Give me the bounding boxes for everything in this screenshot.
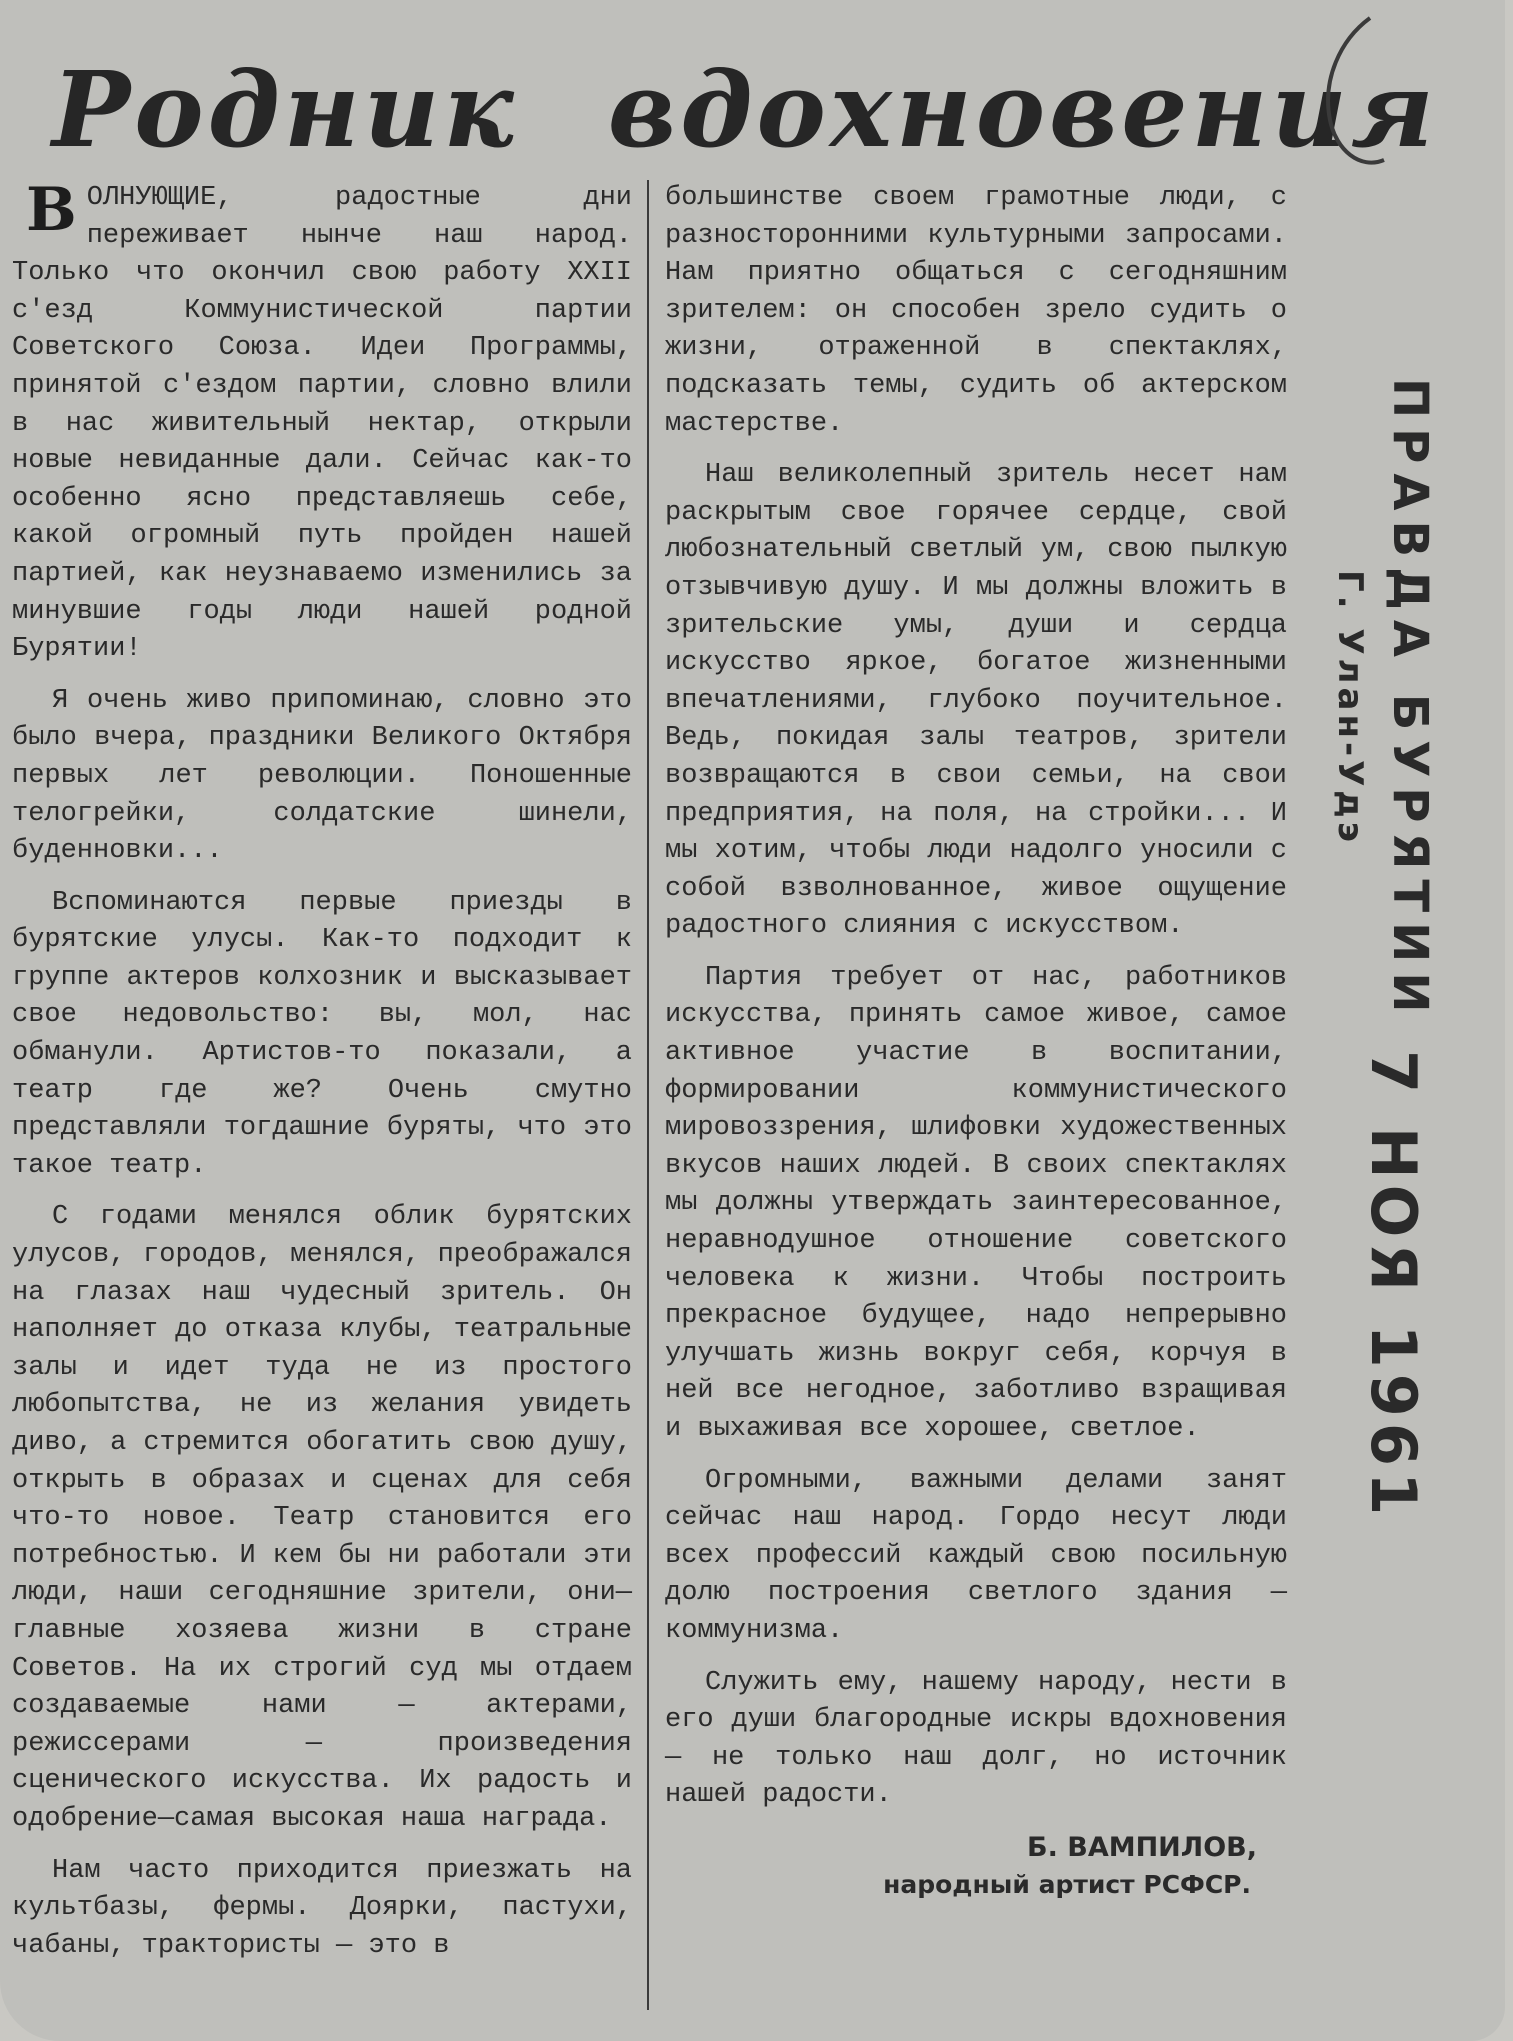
paragraph: Партия требует от нас, работников искусства, принять самое живое, самое активное участие в воспитании, формировании коммунистического мировоззрения, шлифовки художественных вкусов наших людей. В своих спектаклях мы должны утверждать заинтересованное, неравнодушное отношение советского человека к жизни. Чтобы построить прекрасное будущее, надо непрерывно улучшать жизнь вокруг себя, корчуя в ней все негодное, заботливо взращивая и выхаживая все хорошее, светлое.: [665, 962, 1287, 1444]
stamp-newspaper: ПРАВДА БУРЯТИИ: [1382, 378, 1438, 1023]
stamp-date: 7 НОЯ 1961: [1357, 1050, 1430, 1522]
article-column-1: [12, 175, 632, 1979]
handwritten-mark: [1300, 10, 1410, 180]
paragraph: С годами менялся облик бурятских улусов, городов, менялся, преображался на глазах наш чудесный зритель. Он наполняет до отказа клубы, театральные залы и идет туда не из простого любопытства, не из желания увидеть диво, а стремится обогатить свою душу, открыть в образах и сценах для себя что-то новое. Театр становится его потребностью. И кем бы ни работали эти люди, наши сегодняшние зрители, они—главные хозяева жизни в стране Советов. На их строгий суд мы отдаем создаваемые нами — актерами, режиссерами — произведения сценического искусства. Их радость и одобрение—самая высокая наша награда.: [12, 1202, 632, 1834]
author-name: Б. ВАМПИЛОВ,: [1027, 1831, 1257, 1863]
paragraph: Вспоминаются первые приезды в бурятские улусы. Как-то подходит к группе актеров колхозник и высказывает свое недовольство: вы, мол, нас обманули. Артистов-то показали, а театр где же? Очень смутно представляли тогдашние буряты, что это такое театр.: [12, 887, 632, 1181]
column-divider: [647, 180, 649, 2010]
paragraph: Наш великолепный зритель несет нам раскрытым свое горячее сердце, свой любознательный светлый ум, свою пылкую отзывчивую душу. И мы должны вложить в зрительские умы, души и сердца искусство яркое, богатое жизненными впечатлениями, глубоко поучительное. Ведь, покидая залы театров, зрители возвращаются в свои семьи, на свои предприятия, на поля, на стройки... И мы хотим, чтобы люди надолго уносили с собой взволнованное, живое ощущение радостного слияния с искусством.: [665, 460, 1287, 942]
paragraph: Я очень живо припоминаю, словно это было вчера, праздники Великого Октября первых лет революции. Поношенные телогрейки, солдатские шинели, буденновки...: [12, 685, 632, 867]
stamp-city: Г. Улан-Удэ: [1330, 570, 1370, 846]
paragraph: Огромными, важными делами занят сейчас наш народ. Гордо несут люди всех профессий каждый свою посильную долю построения светлого здания — коммунизма.: [665, 1465, 1287, 1646]
drop-cap: В: [26, 175, 77, 245]
article-column-2: [665, 180, 1287, 1903]
paragraph: В ОЛНУЮЩИЕ, радостные дни переживает нынче наш народ. Только что окончил свою работу XXII с'езд Коммунистической партии Советского Союза. Идеи Программы, принятой с'ездом партии, словно влили в нас живительный нектар, открыли новые невиданные дали. Сейчас как-то особенно ясно представляешь себе, какой огромный путь пройден нашей партией, как неузнаваемо изменились за минувшие годы люди нашей родной Бурятии!: [12, 175, 632, 665]
paragraph: большинстве своем грамотные люди, с разносторонними культурными запросами. Нам приятно общаться с сегодняшним зрителем: он способен зрело судить о жизни, отраженной в спектаклях, подсказать темы, судить об актерском мастерстве.: [665, 183, 1287, 439]
author-title: народный артист РСФСР.: [883, 1869, 1251, 1899]
paragraph: Служить ему, нашему народу, нести в его души благородные искры вдохновения — не только наш долг, но источник нашей радости.: [665, 1667, 1287, 1811]
headline: Родник вдохновения: [52, 48, 1438, 171]
paragraph: Нам часто приходится приезжать на культбазы, фермы. Доярки, пастухи, чабаны, трактористы — это в: [12, 1855, 632, 1961]
